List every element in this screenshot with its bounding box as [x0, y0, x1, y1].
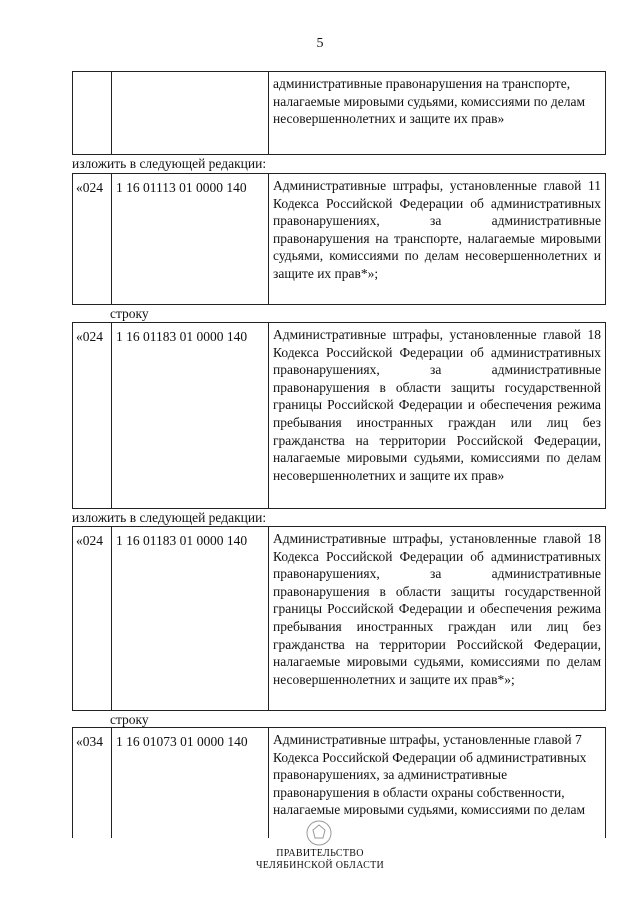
row-code: «024 [73, 323, 112, 508]
row-kbk [112, 72, 269, 154]
row-description: Административные штрафы, установленные главой 11 Кодекса Российской Федерации об административных правонарушениях, за административные правонарушения на транспорте, налагаемые мировыми судьями, комиссиями по делам несовершеннолетних и защите их прав*»; [273, 178, 601, 281]
edit-instruction: изложить в следующей редакции: [72, 156, 267, 171]
table-row [72, 727, 606, 838]
edit-instruction: изложить в следующей редакции: [72, 510, 267, 525]
table-row [72, 173, 606, 305]
page-number: 5 [316, 36, 324, 51]
row-code [73, 72, 112, 154]
table-row [72, 322, 606, 509]
row-description: Административные штрафы, установленные главой 7 Кодекса Российской Федерации об административных правонарушениях, за административные правонарушения в области охраны собственности, налагаемые мировыми судьями, комиссиями по делам [273, 732, 587, 818]
stamp-line-government: ПРАВИТЕЛЬСТВО [276, 848, 364, 859]
row-kbk: 1 16 01183 01 0000 140 [112, 323, 269, 508]
row-code: «034 [73, 728, 112, 838]
row-code: «024 [73, 174, 112, 304]
row-description: Административные штрафы, установленные главой 18 Кодекса Российской Федерации об административных правонарушениях, за административные правонарушения в области защиты государственной границы Российской Федерации и обеспечения режима пребывания иностранных граждан или лиц без гражданства на территории Российской Федерации, налагаемые мировыми судьями, комиссиями по делам несовершеннолетних и защите их прав*»; [273, 531, 601, 687]
line-label: строку [110, 306, 149, 321]
row-description: Административные штрафы, установленные главой 18 Кодекса Российской Федерации об административных правонарушениях, за административные правонарушения в области защиты государственной границы Российской Федерации и обеспечения режима пребывания иностранных граждан или лиц без гражданства на территории Российской Федерации, налагаемые мировыми судьями, комиссиями по делам несовершеннолетних и защите их прав» [273, 327, 601, 483]
organization-stamp [240, 848, 400, 872]
table-row [72, 71, 606, 155]
line-label: строку [110, 712, 149, 727]
row-code: «024 [73, 527, 112, 710]
row-kbk: 1 16 01113 01 0000 140 [112, 174, 269, 304]
row-description: административные правонарушения на транспорте, налагаемые мировыми судьями, комиссиями по делам несовершеннолетних и защите их прав» [273, 76, 586, 127]
row-kbk: 1 16 01073 01 0000 140 [112, 728, 269, 838]
table-row [72, 526, 606, 711]
row-kbk: 1 16 01183 01 0000 140 [112, 527, 269, 710]
emblem-icon [304, 818, 334, 848]
stamp-line-region: ЧЕЛЯБИНСКОЙ ОБЛАСТИ [255, 860, 385, 871]
